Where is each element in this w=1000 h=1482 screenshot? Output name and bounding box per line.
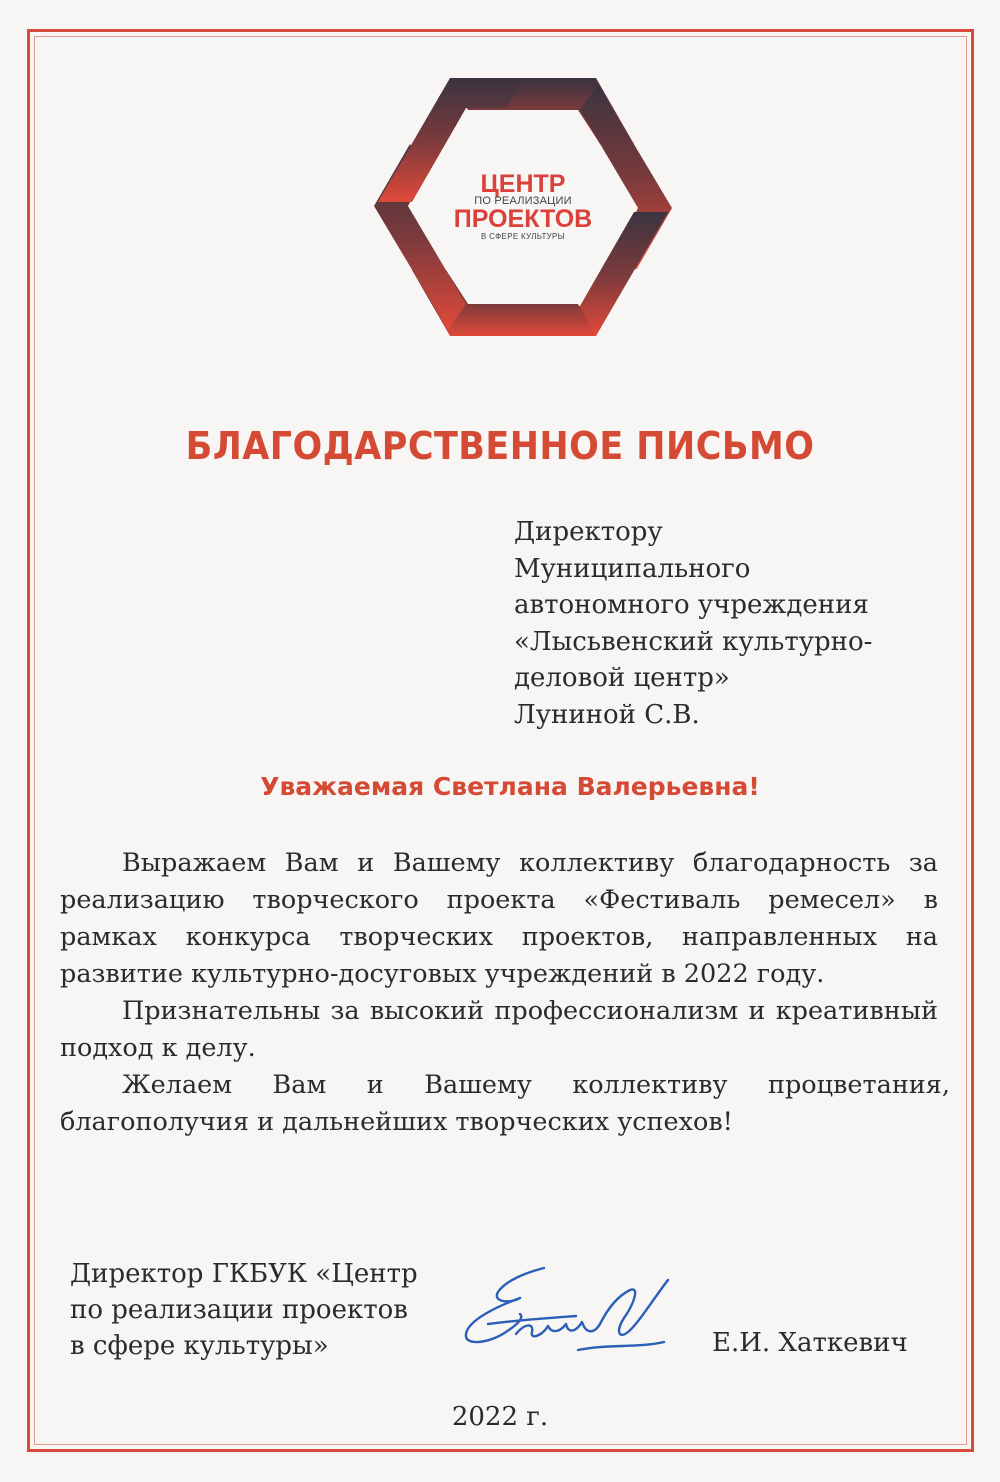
- letter-body: [60, 845, 950, 1141]
- addressee-line: «Лысьвенский культурно-: [514, 626, 873, 657]
- signatory-position-line: в сфере культуры»: [70, 1331, 329, 1361]
- addressee-line: деловой центр»: [514, 663, 730, 694]
- logo-text-block: [372, 72, 674, 342]
- body-paragraph-1: Выражаем Вам и Вашему коллективу благодарность за реализацию творческого проекта «Фестиваль ремесел» в рамках конкурса творческих проектов, направленных на развитие культурно-досуговых учреждений в 2022 году.: [60, 848, 938, 989]
- addressee-line: Муниципального: [514, 553, 751, 584]
- addressee-line: Директору: [514, 517, 663, 547]
- logo-line-3: ПРОЕКТОВ: [453, 205, 593, 233]
- logo-line-1: ЦЕНТР: [480, 170, 566, 198]
- logo-line-4: В СФЕРЕ КУЛЬТУРЫ: [480, 232, 566, 241]
- addressee-line: Луниной С.В.: [514, 699, 700, 730]
- body-paragraph-2: Признательны за высокий профессионализм и креативный подход к делу.: [60, 996, 938, 1063]
- letter-year: 2022 г.: [451, 1402, 549, 1432]
- logo-line-2: ПО РЕАЛИЗАЦИИ: [474, 195, 572, 207]
- addressee-block: [514, 514, 954, 734]
- signatory-position-line: по реализации проектов: [70, 1295, 408, 1325]
- greeting: Уважаемая Светлана Валерьевна!: [260, 772, 760, 801]
- addressee-line: автономного учреждения: [514, 590, 869, 621]
- signatory-position-line: Директор ГКБУК «Центр: [70, 1259, 418, 1289]
- body-paragraph-3: Желаем Вам и Вашему коллективу процветания, благополучия и дальнейших творческих успехов!: [60, 1070, 950, 1137]
- signatory-name: Е.И. Хаткевич: [712, 1328, 908, 1358]
- handwritten-signature: [458, 1262, 693, 1362]
- signatory-position: [70, 1256, 490, 1364]
- letter-title: БЛАГОДАРСТВЕННОЕ ПИСЬМО: [185, 424, 815, 468]
